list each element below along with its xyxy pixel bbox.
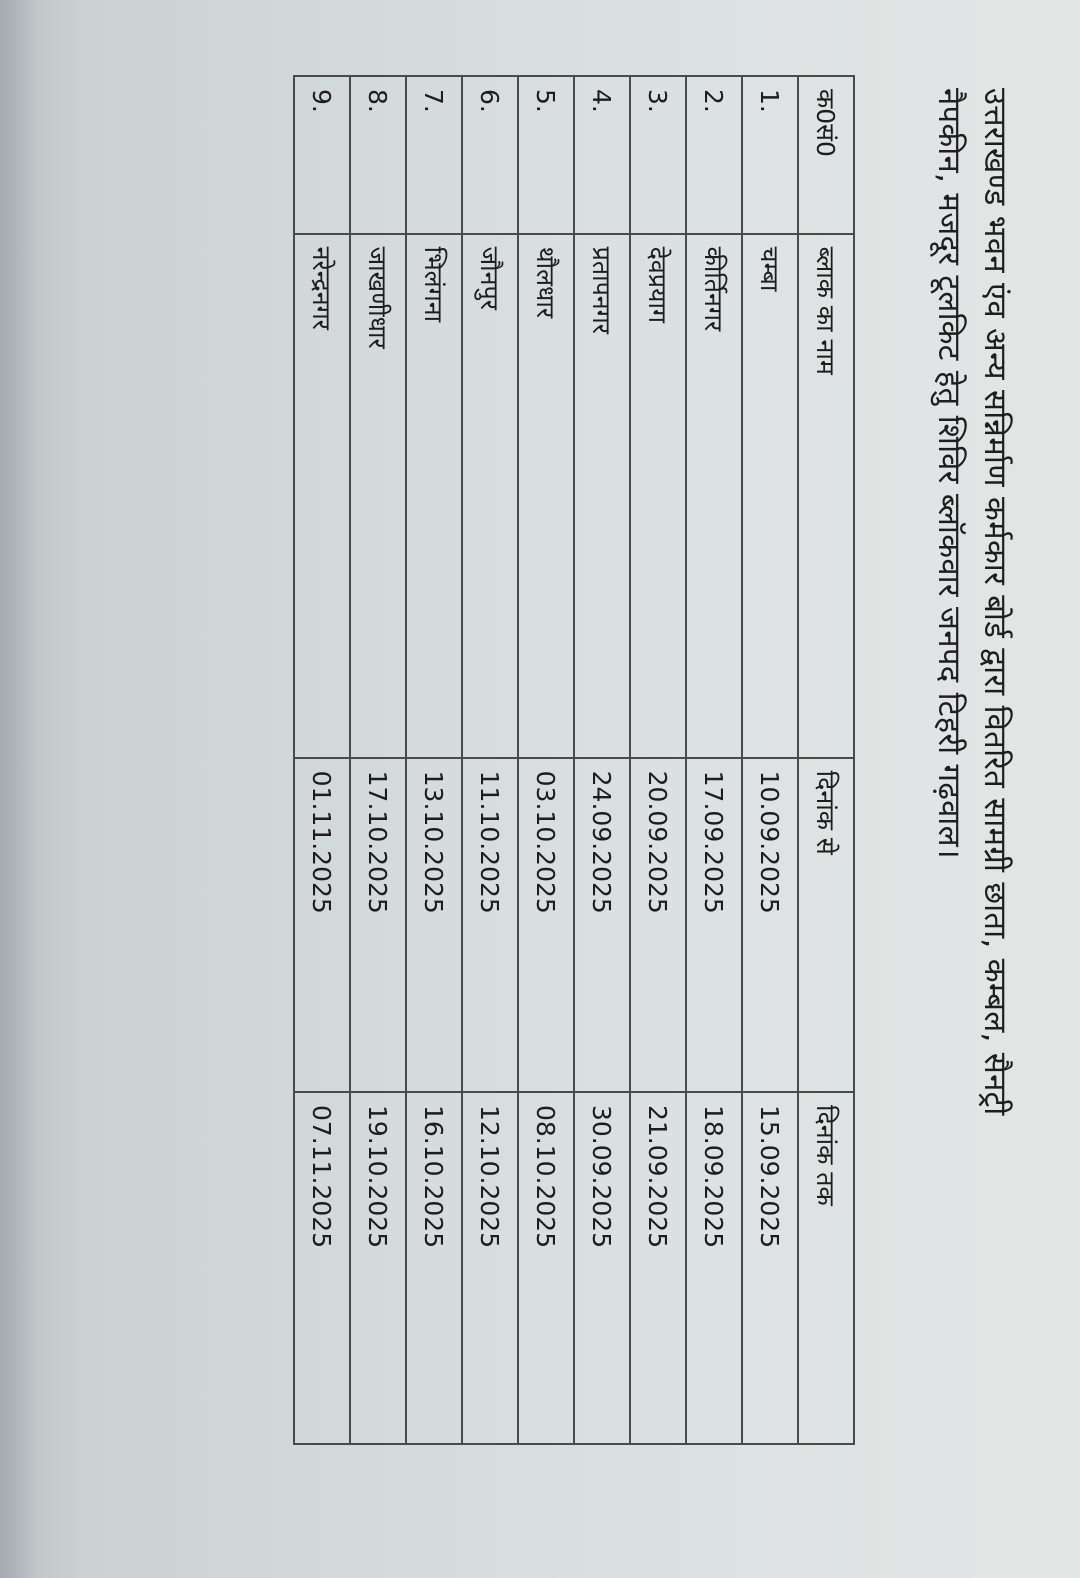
- cell-date-to: 08.10.2025: [518, 1092, 574, 1444]
- table-row: [462, 76, 518, 1444]
- cell-block-name: जाखणीधार: [350, 234, 406, 758]
- table-row: [686, 76, 742, 1444]
- cell-date-from: 13.10.2025: [406, 758, 462, 1092]
- cell-serial-number: 6.: [462, 76, 518, 234]
- cell-date-from: 03.10.2025: [518, 758, 574, 1092]
- cell-date-to: 07.11.2025: [294, 1092, 350, 1444]
- cell-date-to: 16.10.2025: [406, 1092, 462, 1444]
- cell-date-to: 21.09.2025: [630, 1092, 686, 1444]
- cell-serial-number: 1.: [742, 76, 798, 234]
- heading-line-1: उत्तराखण्ड भवन एंव अन्य सन्निर्माण कर्मकार बोर्ड द्वारा वितरित सामग्री छाता, कम्बल, सैनट्री: [977, 88, 1013, 1116]
- cell-block-name: जौनपुर: [462, 234, 518, 758]
- cell-block-name: चम्बा: [742, 234, 798, 758]
- cell-block-name: देवप्रयाग: [630, 234, 686, 758]
- cell-serial-number: 9.: [294, 76, 350, 234]
- cell-block-name: कीर्तिनगर: [686, 234, 742, 758]
- cell-block-name: थौलधार: [518, 234, 574, 758]
- table-row: [574, 76, 630, 1444]
- cell-date-to: 15.09.2025: [742, 1092, 798, 1444]
- camp-schedule-table: [293, 75, 855, 1445]
- header-block-name: ब्लाक का नाम: [798, 234, 854, 758]
- cell-date-to: 12.10.2025: [462, 1092, 518, 1444]
- table-row: [518, 76, 574, 1444]
- heading-line-2: नैपकीन, मजदूर टूलकिट हेतु शिविर ब्लॉकवार जनपद टिहरी गढ़वाल।: [931, 88, 967, 859]
- header-serial-number: क0सं0: [798, 76, 854, 234]
- table-header-row: [798, 76, 854, 1444]
- table-row: [294, 76, 350, 1444]
- cell-block-name: प्रतापनगर: [574, 234, 630, 758]
- cell-date-from: 10.09.2025: [742, 758, 798, 1092]
- cell-serial-number: 5.: [518, 76, 574, 234]
- cell-date-from: 17.09.2025: [686, 758, 742, 1092]
- cell-block-name: नरेन्द्रनगर: [294, 234, 350, 758]
- cell-date-to: 19.10.2025: [350, 1092, 406, 1444]
- cell-date-from: 01.11.2025: [294, 758, 350, 1092]
- table-row: [630, 76, 686, 1444]
- cell-block-name: भिलंगना: [406, 234, 462, 758]
- header-date-from: दिनांक से: [798, 758, 854, 1092]
- cell-date-from: 11.10.2025: [462, 758, 518, 1092]
- table-row: [406, 76, 462, 1444]
- cell-date-from: 20.09.2025: [630, 758, 686, 1092]
- cell-serial-number: 2.: [686, 76, 742, 234]
- cell-serial-number: 3.: [630, 76, 686, 234]
- cell-date-to: 18.09.2025: [686, 1092, 742, 1444]
- table-row: [742, 76, 798, 1444]
- table-row: [350, 76, 406, 1444]
- cell-serial-number: 4.: [574, 76, 630, 234]
- cell-serial-number: 8.: [350, 76, 406, 234]
- cell-date-to: 30.09.2025: [574, 1092, 630, 1444]
- document-heading: [926, 88, 1018, 1368]
- cell-date-from: 24.09.2025: [574, 758, 630, 1092]
- cell-serial-number: 7.: [406, 76, 462, 234]
- header-date-to: दिनांक तक: [798, 1092, 854, 1444]
- cell-date-from: 17.10.2025: [350, 758, 406, 1092]
